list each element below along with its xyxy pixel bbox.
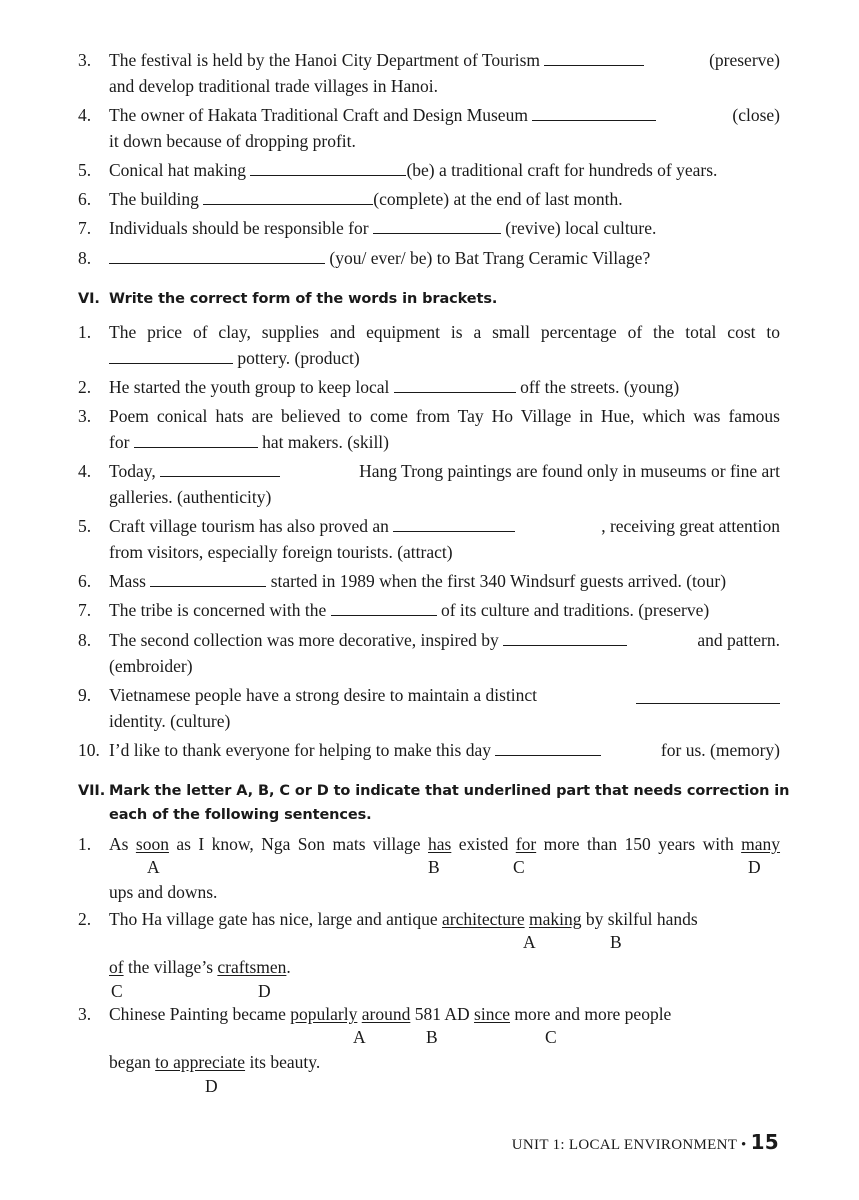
underlined-option-d: to appreciate [155,1052,246,1072]
underlined-option-d: many [741,834,781,854]
item-number: 7. [78,600,92,620]
item-number: 3. [78,50,92,70]
answer-blank[interactable] [393,530,515,532]
option-letter-a[interactable]: A [353,1027,366,1047]
answer-blank[interactable] [331,614,437,616]
item-number: 8. [78,630,92,650]
option-letter-a[interactable]: A [147,857,160,877]
page-number: 15 [750,1130,779,1154]
exercise-item: 3. Chinese Painting became popularly around 581 AD since more and more people began to appreciate its beauty. [78,1004,672,1072]
option-letter-d[interactable]: D [205,1076,218,1096]
answer-blank[interactable] [495,754,601,756]
underlined-option-a: soon [135,834,169,854]
option-letter-a[interactable]: A [523,932,536,952]
option-letter-c[interactable]: C [513,857,525,877]
item-number: 9. [78,685,92,705]
answer-blank[interactable] [109,262,325,264]
answer-blank[interactable] [160,475,280,477]
page-footer [512,1130,779,1154]
answer-blank[interactable] [503,644,627,646]
answer-blank[interactable] [203,203,373,205]
answer-blank[interactable] [150,585,266,587]
worksheet-page: 3. The festival is held by the Hanoi City Department of Tourism (preserve) and develop traditional trade villages in Hanoi. 4. The owner of Hakata Traditional Craft and Design Museum (close) it down because of dropping profit. 5. Conical hat making (be) a traditional craft for hundreds of years. 6. The building (complete) at the end of last month. 7. Individuals should be responsible for (revive) local culture. 8. (you/ ever/ be) to Bat Trang Ceramic Village? VI. Write the correct form of the words in brackets. 1. The price of clay, supplies and equipment is a small percentage of the total cost to pottery. (product) 2. He started the youth group to keep local off the streets. (young) 3. Poem conical hats are believed to come from Tay Ho Village in Hue, which was famous for hat makers. (skill) 4. Today, Hang Trong paintings are found only in museums or fine art galleries. (authenticity) 5. Craft village tourism has also proved an , receiving great attention from visitors, especially foreign tourists. (attract) 6. Mass started in 1989 when the first 340 Windsurf guests arrived. (tour) 7. The tribe is concerned with the of its culture and traditions. (preserve) 8. The second collection was more decorative, inspired by and pattern. (embroider) 9. Vietnamese people have a strong desire to maintain a distinct identity. (culture) 10. I’d like to thank everyone for helping to make this day for us. (memory) VII. Mark the letter A, B, C or D to indicate that underlined part that needs correction in each of the following sentences. 1. As soon as I know, Nga Son mats village has existed for more than 150 years with many ups and downs. A B C D 2. Tho Ha village gate has nice, large and antique architecture making by skilful hands of the village’s craftsmen. A B C D 3. Chinese Painting became popularly around 581 AD since more and more people began to appreciate its beauty. A B C D UNIT 1: LOCAL ENVIRONMENT • 15 [78,50,790,1154]
item-number: 2. [78,377,92,397]
item-number: 3. [78,406,92,426]
underlined-option-a: architecture [442,909,525,929]
option-letter-b[interactable]: B [426,1027,438,1047]
answer-blank[interactable] [109,362,233,364]
option-letter-c[interactable]: C [545,1027,557,1047]
answer-blank[interactable] [373,232,501,234]
unit-title: UNIT 1: LOCAL ENVIRONMENT • [511,1137,747,1153]
item-number: 4. [78,105,92,125]
option-letter-b[interactable]: B [428,857,440,877]
underlined-option-a: popularly [290,1004,358,1024]
item-number: 10. [78,740,100,760]
item-number: 1. [78,322,92,342]
section-heading: VII. Mark the letter A, B, C or D to indicate that underlined part that needs correction in each of the following sentences. [78,783,790,823]
item-number: 1. [78,834,92,854]
underlined-option-d: craftsmen [217,957,287,977]
underlined-option-b: has [428,834,452,854]
item-number: 5. [78,516,92,536]
exercise-item: 2. Tho Ha village gate has nice, large and antique architecture making by skilful hands of the village’s craftsmen. [78,909,698,977]
item-number: 7. [78,218,92,238]
item-number: 6. [78,571,92,591]
underlined-option-b: making [528,909,582,929]
answer-blank[interactable] [250,174,406,176]
exercise-item: 1. As soon as I know, Nga Son mats village has existed for more than 150 years with many ups and downs. [78,834,781,902]
item-number: 3. [78,1004,92,1024]
option-letter-b[interactable]: B [610,932,622,952]
item-number: 5. [78,160,92,180]
underlined-option-c: for [515,834,537,854]
answer-blank[interactable] [544,64,644,66]
answer-blank[interactable] [134,446,258,448]
option-letter-d[interactable]: D [258,981,271,1001]
option-letter-c[interactable]: C [111,981,123,1001]
answer-blank[interactable] [636,702,780,704]
underlined-option-c: of [109,957,124,977]
underlined-option-c: since [474,1004,510,1024]
underlined-option-b: around [361,1004,411,1024]
answer-blank[interactable] [532,119,656,121]
answer-blank[interactable] [394,391,516,393]
item-number: 2. [78,909,92,929]
item-number: 6. [78,189,92,209]
item-number: 8. [78,248,92,268]
item-number: 4. [78,461,92,481]
option-letter-d[interactable]: D [748,857,761,877]
